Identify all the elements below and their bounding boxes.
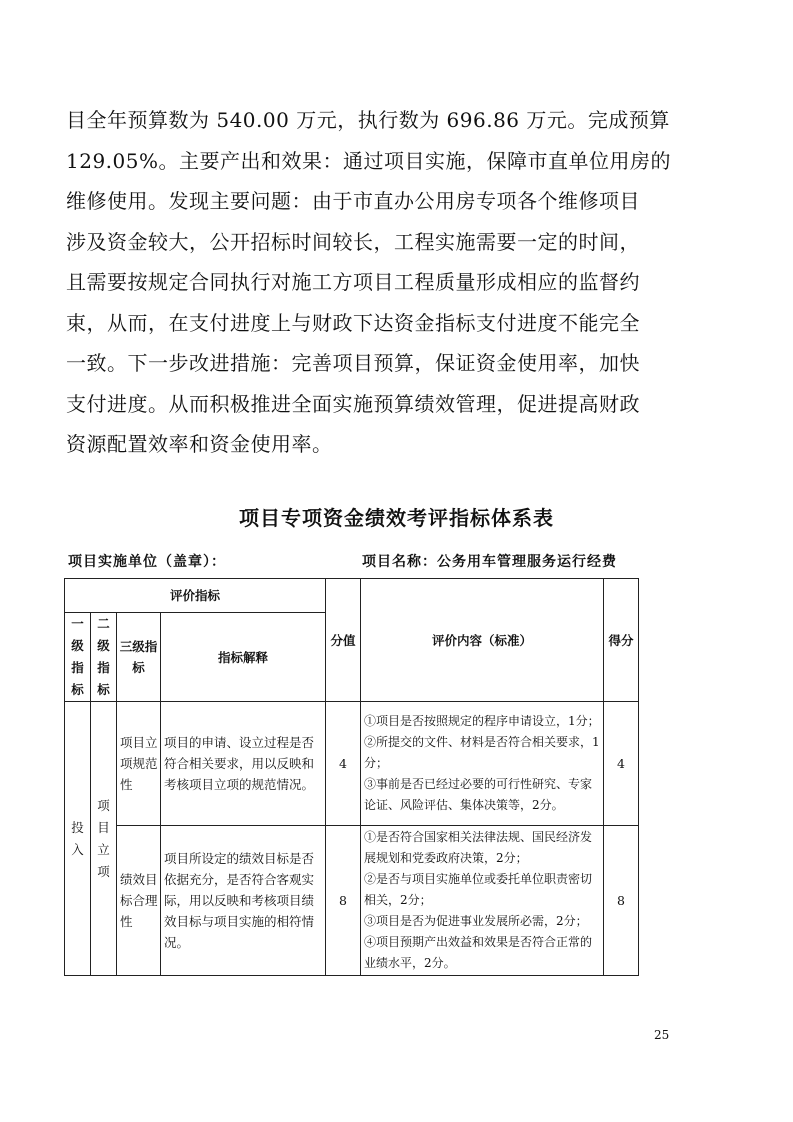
body-line: 目全年预算数为 540.00 万元，执行数为 696.86 万元。完成预算	[66, 108, 670, 132]
body-line: 且需要按规定合同执行对施工方项目工程质量形成相应的监督约	[66, 270, 640, 294]
obtained-cell: 8	[604, 826, 639, 976]
indicator-table	[64, 578, 639, 976]
criteria-item: ④项目预期产出效益和效果是否符合正常的业绩水平，2分。	[364, 935, 593, 970]
obtained-cell: 4	[604, 702, 639, 826]
body-line: 129.05%。主要产出和效果：通过项目实施，保障市直单位用房的	[66, 148, 671, 173]
eval-indicators-header: 评价指标	[65, 579, 326, 613]
explanation-cell: 项目的申请、设立过程是否符合相关要求，用以反映和考核项目立项的规范情况。	[161, 702, 326, 826]
level2-cell: 项 目 立 项	[91, 702, 117, 976]
explanation-cell: 项目所设定的绩效目标是否依据充分，是否符合客观实际，用以反映和考核项目绩效目标与项目实施的相符情况。	[161, 826, 326, 976]
criteria-item: ③项目是否为促进事业发展所必需，2分；	[364, 914, 588, 928]
score-header: 分值	[326, 579, 361, 702]
body-line: 维修使用。发现主要问题：由于市直办公用房专项各个维修项目	[66, 189, 640, 213]
implementing-unit-label: 项目实施单位（盖章）：	[68, 554, 226, 570]
body-line: 一致。下一步改进措施：完善项目预算，保证资金使用率，加快	[66, 351, 640, 375]
page-number: 25	[654, 1028, 670, 1042]
obtained-header: 得分	[604, 579, 639, 702]
level2-header: 二 级 指 标	[91, 613, 117, 702]
table-row	[65, 702, 639, 826]
body-line: 资源配置效率和资金使用率。	[66, 432, 333, 456]
level3-cell: 项目立项规范性	[117, 702, 161, 826]
project-name-label: 项目名称：公务用车管理服务运行经费	[362, 554, 617, 570]
body-line: 涉及资金较大，公开招标时间较长，工程实施需要一定的时间，	[66, 229, 640, 254]
level1-cell: 投 入	[65, 702, 91, 976]
criteria-item: ①项目是否按照规定的程序申请设立，1分；	[364, 714, 600, 728]
criteria-cell	[361, 702, 604, 826]
explanation-header: 指标解释	[161, 613, 326, 702]
body-line: 支付进度。从而积极推进全面实施预算绩效管理，促进提高财政	[66, 391, 640, 416]
table-row	[65, 826, 639, 976]
criteria-header: 评价内容（标准）	[361, 579, 604, 702]
table-header-row	[65, 579, 639, 613]
criteria-item: ③事前是否已经过必要的可行性研究、专家论证、风险评估、集体决策等，2分。	[364, 777, 593, 812]
level3-header: 三级指标	[117, 613, 161, 702]
criteria-item: ①是否符合国家相关法律法规、国民经济发展规划和党委政府决策，2分；	[364, 830, 593, 865]
table-title: 项目专项资金绩效考评指标体系表	[239, 506, 554, 530]
level1-header: 一 级 指 标	[65, 613, 91, 702]
criteria-item: ②是否与项目实施单位或委托单位职责密切相关，2分；	[364, 872, 593, 907]
body-line: 束，从而，在支付进度上与财政下达资金指标支付进度不能完全	[66, 310, 640, 335]
criteria-item: ②所提交的文件、材料是否符合相关要求，1分；	[364, 735, 600, 770]
criteria-cell	[361, 826, 604, 976]
score-cell: 4	[326, 702, 361, 826]
body-paragraph	[66, 100, 684, 465]
score-cell: 8	[326, 826, 361, 976]
level3-cell: 绩效目标合理性	[117, 826, 161, 976]
